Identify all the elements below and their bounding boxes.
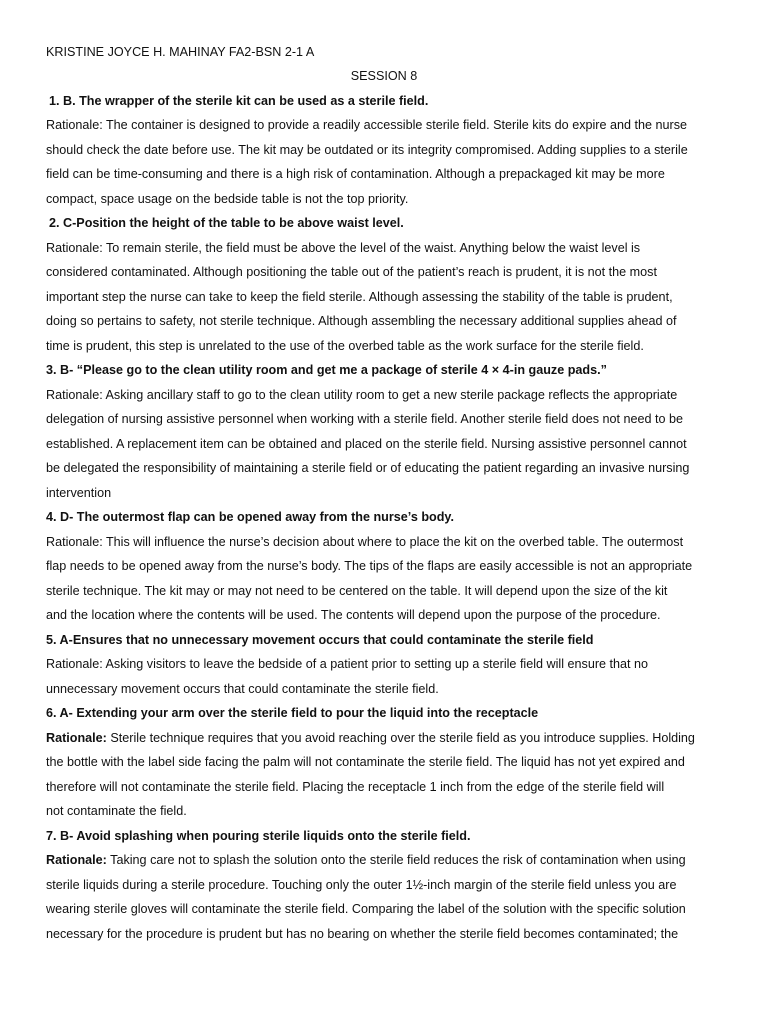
item-2-line-2: considered contaminated. Although positioning the table out of the patient’s reach is prudent, it is not the most [46,265,657,279]
item-1-heading: 1. B. The wrapper of the sterile kit can be used as a sterile field. [49,94,429,108]
item-5-line-2: unnecessary movement occurs that could contaminate the sterile field. [46,682,439,696]
item-4-line-1: Rationale: This will influence the nurse’s decision about where to place the kit on the overbed table. The outermost [46,535,684,549]
item-6-line-1-text: Sterile technique requires that you avoid reaching over the sterile field as you introduce supplies. Holding [106,731,695,745]
item-3-line-1: Rationale: Asking ancillary staff to go to the clean utility room to get a new sterile package reflects the appropriate [46,388,678,402]
item-7-heading: 7. B- Avoid splashing when pouring sterile liquids onto the sterile field. [46,829,471,843]
item-7-line-4: necessary for the procedure is prudent but has no bearing on whether the sterile field becomes contaminated; the [46,927,679,941]
session-title: SESSION 8 [350,69,418,83]
item-1-line-4: compact, space usage on the bedside table is not the top priority. [46,192,409,206]
item-4-line-3: sterile technique. The kit may or may not need to be centered on the table. It will depend upon the size of the kit [46,584,668,598]
item-6-heading: 6. A- Extending your arm over the sterile field to pour the liquid into the receptacle [46,706,539,720]
item-3-line-5: intervention [46,486,112,500]
item-1-line-1: Rationale: The container is designed to provide a readily accessible sterile field. Sterile kits do expire and the nurse [46,118,688,132]
item-7-line-2: sterile liquids during a sterile procedure. Touching only the outer 1½-inch margin of the sterile field unless you are [46,878,677,892]
item-2-line-3: important step the nurse can take to keep the field sterile. Although assessing the stability of the table is prudent, [46,290,673,304]
item-5-heading: 5. A-Ensures that no unnecessary movement occurs that could contaminate the sterile field [46,633,594,647]
item-3-heading: 3. B- “Please go to the clean utility room and get me a package of sterile 4 × 4-in gauze pads.” [46,363,607,377]
item-3-line-4: be delegated the responsibility of maintaining a sterile field or of educating the patient regarding an invasive nursing [46,461,690,475]
item-2-line-4: doing so pertains to safety, not sterile technique. Although assembling the necessary additional supplies ahead of [46,314,677,328]
item-3-line-2: delegation of nursing assistive personnel when working with a sterile field. Another sterile field does not need to be [46,412,684,426]
item-7-rationale-label: Rationale: [46,853,107,867]
item-4-line-2: flap needs to be opened away from the nurse’s body. The tips of the flaps are easily accessible is not an appropriate [46,559,693,573]
item-2-line-5: time is prudent, this step is unrelated to the use of the overbed table as the work surface for the sterile field. [46,339,644,353]
item-7-line-3: wearing sterile gloves will contaminate the sterile field. Comparing the label of the solution with the specific solution [46,902,686,916]
item-4-line-4: and the location where the contents will be used. The contents will depend upon the purpose of the procedure. [46,608,661,622]
item-6-line-2: the bottle with the label side facing the palm will not contaminate the sterile field. The liquid has not yet expired and [46,755,685,769]
header-name: KRISTINE JOYCE H. MAHINAY FA2-BSN 2-1 A [46,45,315,59]
item-6-line-3: therefore will not contaminate the sterile field. Placing the receptacle 1 inch from the edge of the sterile field will [46,780,665,794]
item-5-line-1: Rationale: Asking visitors to leave the bedside of a patient prior to setting up a sterile field will ensure that no [46,657,649,671]
item-1-line-3: field can be time-consuming and there is a high risk of contamination. Although a prepackaged kit may be more [46,167,665,181]
item-6-rationale-label: Rationale: [46,731,107,745]
item-3-line-3: established. A replacement item can be obtained and placed on the sterile field. Nursing assistive personnel cannot [46,437,687,451]
item-6-line-1 [46,730,695,746]
item-7-line-1 [46,852,686,868]
item-2-heading: 2. C-Position the height of the table to be above waist level. [49,216,404,230]
item-6-line-4: not contaminate the field. [46,804,187,818]
item-4-heading: 4. D- The outermost flap can be opened away from the nurse’s body. [46,510,454,524]
item-1-line-2: should check the date before use. The kit may be outdated or its integrity compromised. Adding supplies to a sterile [46,143,688,157]
item-7-line-1-text: Taking care not to splash the solution onto the sterile field reduces the risk of contamination when using [106,853,686,867]
item-2-line-1: Rationale: To remain sterile, the field must be above the level of the waist. Anything below the waist level is [46,241,641,255]
